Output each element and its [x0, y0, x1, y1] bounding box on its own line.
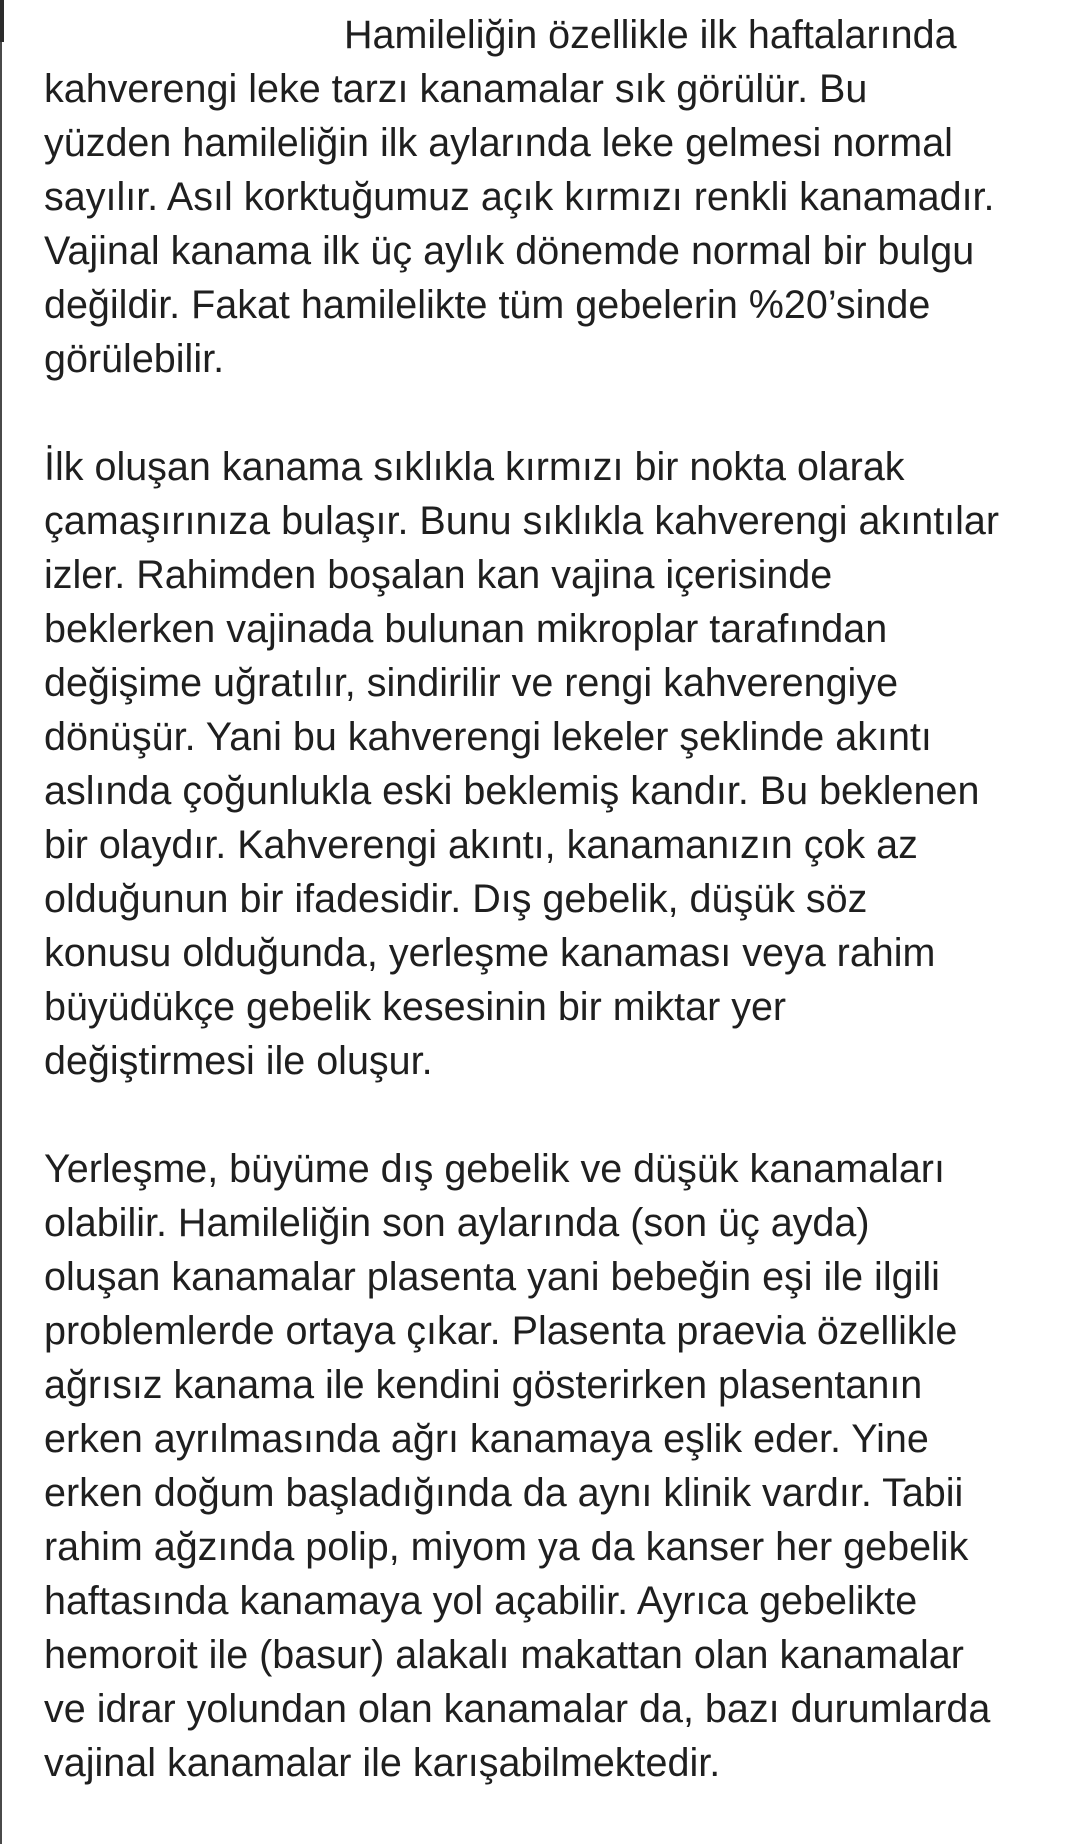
article-paragraph-1: Hamileliğin özellikle ilk haftalarında kahverengi leke tarzı kanamalar sık görülür. Bu yüzden hamileliğin ilk aylarında leke gelmesi normal sayılır. Asıl korktuğumuz açık kırmızı renkli kanamadır. Vajinal kanama ilk üç aylık dönemde normal bir bulgu değildir. Fakat hamilelikte tüm gebelerin %20’sinde görülebilir.: [44, 13, 995, 381]
left-edge-notch: [0, 0, 4, 42]
article-paragraph-3: Yerleşme, büyüme dış gebelik ve düşük kanamaları olabilir. Hamileliğin son aylarında (son üç ayda) oluşan kanamalar plasenta yani bebeğin eşi ile ilgili problemlerde ortaya çıkar. Plasenta praevia özellikle ağrısız kanama ile kendini gösterirken plasentanın erken ayrılmasında ağrı kanamaya eşlik eder. Yine erken doğum başladığında da aynı klinik vardır. Tabii rahim ağzında polip, miyom ya da kanser her gebelik haftasında kanamaya yol açabilir. Ayrıca gebelikte hemoroit ile (basur) alakalı makattan olan kanamalar ve idrar yolundan olan kanamalar da, bazı durumlarda vajinal kanamalar ile karışabilmektedir.: [44, 1147, 991, 1785]
left-edge-divider: [0, 0, 2, 1844]
article-paragraph-2: İlk oluşan kanama sıklıkla kırmızı bir nokta olarak çamaşırınıza bulaşır. Bunu sıklıkla kahverengi akıntılar izler. Rahimden boşalan kan vajina içerisinde beklerken vajinada bulunan mikroplar tarafından değişime uğratılır, sindirilir ve rengi kahverengiye dönüşür. Yani bu kahverengi lekeler şeklinde akıntı aslında çoğunlukla eski beklemiş kandır. Bu beklenen bir olaydır. Kahverengi akıntı, kanamanızın çok az olduğunun bir ifadesidir. Dış gebelik, düşük söz konusu olduğunda, yerleşme kanaması veya rahim büyüdükçe gebelik kesesinin bir miktar yer değiştirmesi ile oluşur.: [44, 445, 1000, 1083]
article-body: [44, 8, 1064, 1790]
